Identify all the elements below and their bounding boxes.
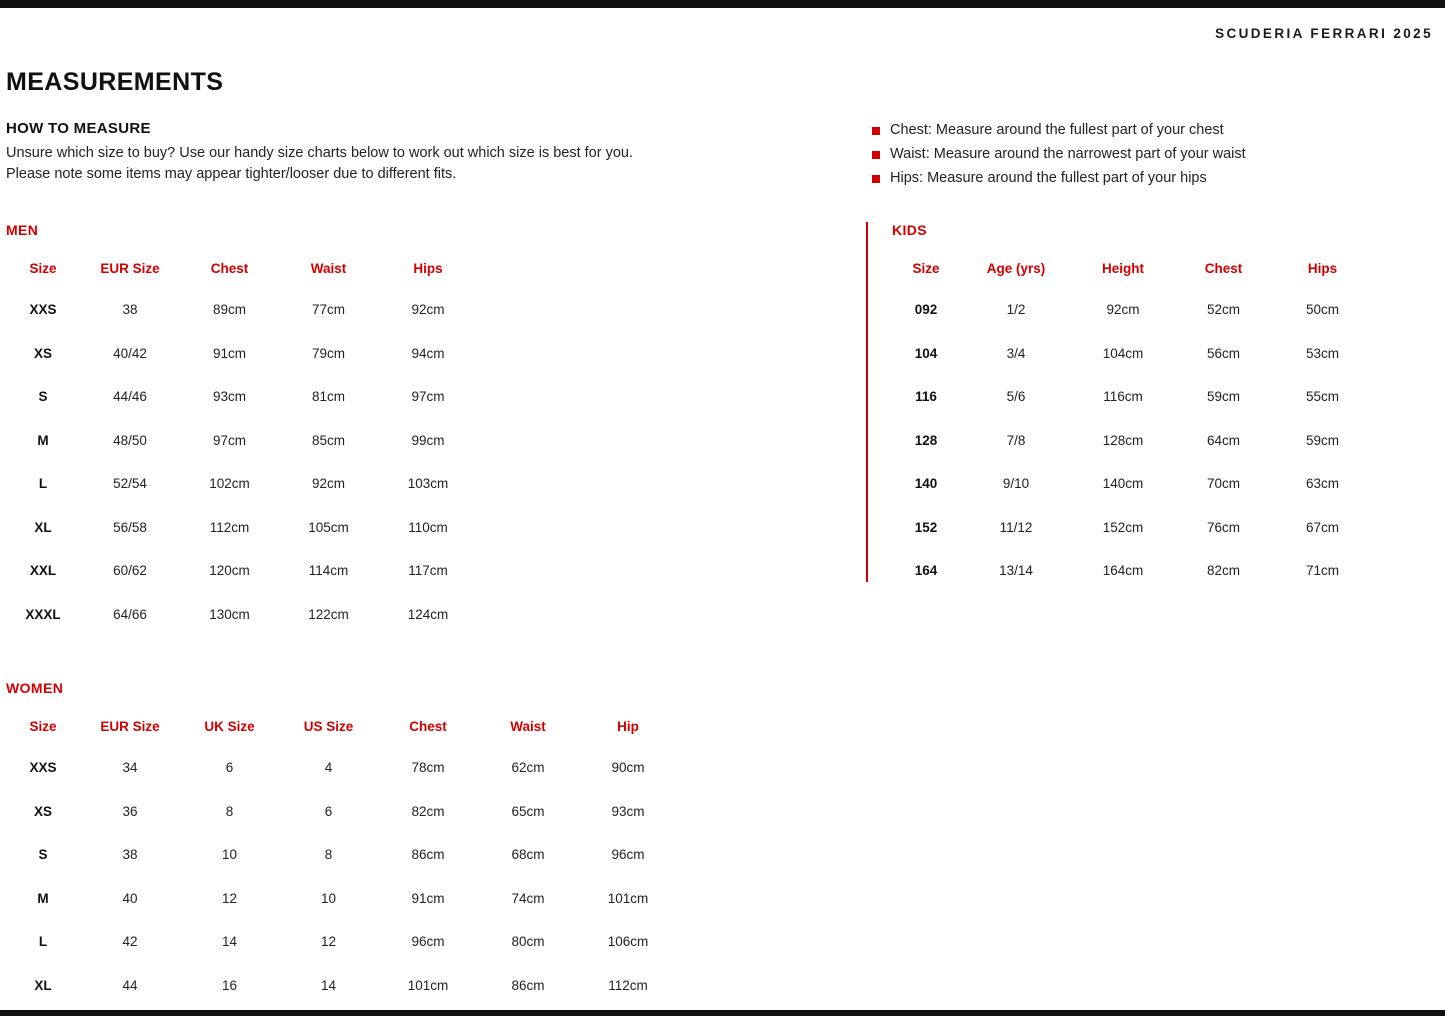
brand-label: SCUDERIA FERRARI 2025 xyxy=(1215,26,1433,41)
measurement-cell: 93cm xyxy=(212,389,246,405)
measurement-cell: 94cm xyxy=(411,345,445,361)
women-section-label: WOMEN xyxy=(6,680,64,696)
table-header-row xyxy=(6,248,478,288)
women-size-table xyxy=(6,706,678,1007)
measurement-cell: 36 xyxy=(122,803,138,819)
measurement-cell: 67cm xyxy=(1305,519,1339,535)
top-divider xyxy=(0,0,1445,8)
size-cell: XXL xyxy=(29,563,57,579)
bullet-text: Chest: Measure around the fullest part of your chest xyxy=(890,122,1224,138)
measurement-cell: 120cm xyxy=(209,563,250,579)
measurement-cell: 97cm xyxy=(212,432,246,448)
measurement-cell: 11/12 xyxy=(999,519,1033,535)
table-body xyxy=(6,746,678,1007)
measurement-cell: 44 xyxy=(122,977,138,993)
page-title: MEASUREMENTS xyxy=(6,68,224,96)
table-row xyxy=(6,375,478,419)
measurement-cell: 96cm xyxy=(611,847,645,863)
table-row xyxy=(892,288,1372,332)
measurement-cell: 44/46 xyxy=(113,389,147,405)
measurement-cell: 112cm xyxy=(608,977,648,993)
measurement-cell: 92cm xyxy=(411,302,445,318)
measurement-cell: 116cm xyxy=(1103,389,1143,405)
list-item xyxy=(872,121,1432,139)
table-row xyxy=(6,419,478,463)
measurement-cell: 4 xyxy=(324,760,333,776)
measurement-cell: 122cm xyxy=(308,606,349,622)
measurement-cell: 93cm xyxy=(611,803,645,819)
column-header: Hip xyxy=(617,718,639,734)
measurement-cell: 110cm xyxy=(408,519,448,535)
table-header xyxy=(6,248,478,288)
column-header: Size xyxy=(29,718,57,734)
measurement-cell: 103cm xyxy=(407,476,449,492)
kids-section-label: KIDS xyxy=(892,222,928,238)
measurement-cell: 130cm xyxy=(209,606,250,622)
table-body xyxy=(892,288,1372,593)
measurement-cell: 82cm xyxy=(411,803,445,819)
measurement-cell: 65cm xyxy=(511,803,545,819)
size-cell: M xyxy=(37,432,49,448)
measurement-cell: 5/6 xyxy=(1006,389,1026,405)
column-header: US Size xyxy=(303,718,354,734)
table-row xyxy=(6,746,678,790)
measurement-cell: 16 xyxy=(221,977,238,993)
measurement-cell: 63cm xyxy=(1305,476,1339,492)
measurement-cell: 96cm xyxy=(411,934,445,950)
measurement-cell: 40 xyxy=(122,890,138,906)
measurement-cell: 13/14 xyxy=(999,563,1033,579)
measurement-cell: 86cm xyxy=(511,977,545,993)
measurement-cell: 99cm xyxy=(411,432,445,448)
measurement-cell: 56/58 xyxy=(113,519,147,535)
size-cell: 128 xyxy=(914,432,938,448)
bullet-square-icon xyxy=(872,175,880,183)
measurement-cell: 34 xyxy=(122,760,138,776)
measurement-cell: 52/54 xyxy=(113,476,147,492)
measurement-cell: 7/8 xyxy=(1006,432,1026,448)
measurement-cell: 62cm xyxy=(511,760,545,776)
measurement-cell: 78cm xyxy=(411,760,445,776)
measurement-cell: 40/42 xyxy=(113,345,147,361)
measurement-cell: 10 xyxy=(320,890,337,906)
measurement-cell: 50cm xyxy=(1305,302,1339,318)
measurement-cell: 8 xyxy=(225,803,234,819)
measurement-cell: 90cm xyxy=(611,760,645,776)
table-row xyxy=(892,549,1372,593)
measurement-cell: 42 xyxy=(122,934,138,950)
measurement-cell: 68cm xyxy=(511,847,545,863)
measurement-cell: 152cm xyxy=(1102,519,1144,535)
table-row xyxy=(6,506,478,550)
measurement-cell: 59cm xyxy=(1206,389,1240,405)
measurement-cell: 124cm xyxy=(407,606,449,622)
table-row xyxy=(6,549,478,593)
column-header: UK Size xyxy=(204,718,255,734)
measurement-cell: 52cm xyxy=(1206,302,1240,318)
size-cell: XXS xyxy=(29,760,57,776)
measurement-cell: 89cm xyxy=(212,302,246,318)
size-cell: 104 xyxy=(914,345,938,361)
measurement-cell: 14 xyxy=(221,934,238,950)
column-header: Age (yrs) xyxy=(986,260,1046,276)
column-header: Hips xyxy=(1307,260,1338,276)
size-cell: 140 xyxy=(914,476,938,492)
measurement-cell: 106cm xyxy=(607,934,649,950)
column-header: Chest xyxy=(409,718,447,734)
column-header: Height xyxy=(1102,260,1144,276)
bullet-square-icon xyxy=(872,151,880,159)
table-row xyxy=(892,375,1372,419)
measurement-cell: 77cm xyxy=(311,302,345,318)
measurement-cell: 164cm xyxy=(1102,563,1144,579)
how-to-measure-body xyxy=(6,143,766,185)
measurement-cell: 117cm xyxy=(408,563,448,579)
table-row xyxy=(892,506,1372,550)
kids-size-table xyxy=(892,248,1372,593)
table-row xyxy=(892,462,1372,506)
column-header: Hips xyxy=(413,260,443,276)
measurement-cell: 56cm xyxy=(1206,345,1240,361)
bullet-text: Hips: Measure around the fullest part of your hips xyxy=(890,170,1207,186)
measurement-cell: 12 xyxy=(320,934,337,950)
measurement-cell: 59cm xyxy=(1305,432,1339,448)
table-row xyxy=(6,790,678,834)
table-row xyxy=(6,593,478,637)
measurement-cell: 10 xyxy=(221,847,238,863)
measurement-cell: 91cm xyxy=(212,345,246,361)
measurement-cell: 74cm xyxy=(511,890,545,906)
table-header-row xyxy=(6,706,678,746)
men-size-section xyxy=(6,222,478,636)
how-to-measure-heading: HOW TO MEASURE xyxy=(6,120,151,137)
table-header xyxy=(6,706,678,746)
measurement-cell: 97cm xyxy=(411,389,445,405)
list-item xyxy=(872,169,1432,187)
measurement-cell: 12 xyxy=(221,890,238,906)
table-row xyxy=(6,833,678,877)
table-header xyxy=(892,248,1372,288)
size-cell: S xyxy=(38,847,48,863)
how-to-measure-line-1: Unsure which size to buy? Use our handy size charts below to work out which size is best for you. xyxy=(6,145,634,161)
measurement-cell: 55cm xyxy=(1305,389,1339,405)
measurement-cell: 38 xyxy=(122,847,138,863)
column-header: Chest xyxy=(210,260,249,276)
size-cell: XXS xyxy=(29,302,57,318)
column-header: Waist xyxy=(310,260,347,276)
measurement-cell: 6 xyxy=(225,760,234,776)
table-row xyxy=(892,419,1372,463)
measurement-cell: 92cm xyxy=(1106,302,1140,318)
bullet-text: Waist: Measure around the narrowest part of your waist xyxy=(890,146,1246,162)
measurement-cell: 128cm xyxy=(1102,432,1144,448)
column-header: Chest xyxy=(1204,260,1243,276)
table-row xyxy=(6,964,678,1008)
measurement-cell: 79cm xyxy=(311,345,345,361)
table-row xyxy=(892,332,1372,376)
measurement-cell: 38 xyxy=(122,302,138,318)
measurement-cell: 8 xyxy=(324,847,333,863)
men-section-label: MEN xyxy=(6,222,39,238)
measurement-cell: 6 xyxy=(324,803,333,819)
table-row xyxy=(6,288,478,332)
size-cell: XL xyxy=(34,977,52,993)
measurement-cell: 92cm xyxy=(311,476,345,492)
bullet-square-icon xyxy=(872,127,880,135)
measurement-cell: 102cm xyxy=(209,476,250,492)
measurement-cell: 105cm xyxy=(308,519,349,535)
measurement-cell: 104cm xyxy=(1102,345,1144,361)
measurement-cell: 70cm xyxy=(1206,476,1240,492)
table-row xyxy=(6,877,678,921)
measurement-cell: 80cm xyxy=(511,934,545,950)
column-header: Size xyxy=(29,260,57,276)
measurement-cell: 14 xyxy=(320,977,337,993)
women-size-section xyxy=(6,680,678,1007)
measurement-cell: 85cm xyxy=(311,432,345,448)
measurement-cell: 86cm xyxy=(411,847,445,863)
measurement-cell: 101cm xyxy=(607,890,649,906)
measurement-cell: 48/50 xyxy=(113,432,147,448)
bottom-divider xyxy=(0,1010,1445,1016)
size-cell: 116 xyxy=(915,389,937,405)
how-to-measure-line-2: Please note some items may appear tighter/looser due to different fits. xyxy=(6,166,457,182)
size-cell: 092 xyxy=(914,302,938,318)
measurement-cell: 101cm xyxy=(407,977,449,993)
size-cell: L xyxy=(38,476,48,492)
table-row xyxy=(6,462,478,506)
measurement-cell: 60/62 xyxy=(113,563,147,579)
column-header: Waist xyxy=(510,718,546,734)
list-item xyxy=(872,145,1432,163)
measurement-cell: 140cm xyxy=(1102,476,1144,492)
size-cell: XL xyxy=(34,519,52,535)
table-row xyxy=(6,920,678,964)
measurement-cell: 82cm xyxy=(1206,563,1240,579)
size-cell: S xyxy=(38,389,48,405)
measure-bullets xyxy=(872,121,1432,193)
measurement-cell: 53cm xyxy=(1305,345,1339,361)
table-row xyxy=(6,332,478,376)
measurement-cell: 9/10 xyxy=(1002,476,1030,492)
column-header: EUR Size xyxy=(100,718,160,734)
measurement-cell: 3/4 xyxy=(1006,345,1026,361)
measurement-cell: 91cm xyxy=(411,890,445,906)
size-cell: XS xyxy=(33,803,52,819)
measurement-cell: 112cm xyxy=(209,519,250,535)
measurement-cell: 64cm xyxy=(1206,432,1240,448)
measurement-cell: 81cm xyxy=(311,389,345,405)
column-header: Size xyxy=(912,260,940,276)
size-cell: 152 xyxy=(914,519,938,535)
measurement-cell: 1/2 xyxy=(1006,302,1026,318)
table-header-row xyxy=(892,248,1372,288)
measurement-cell: 114cm xyxy=(308,563,349,579)
table-body xyxy=(6,288,478,636)
column-header: EUR Size xyxy=(100,260,160,276)
size-cell: XS xyxy=(33,345,52,361)
size-cell: 164 xyxy=(914,563,938,579)
men-size-table xyxy=(6,248,478,636)
size-cell: M xyxy=(37,890,49,906)
measurement-cell: 71cm xyxy=(1305,563,1339,579)
size-cell: L xyxy=(38,934,48,950)
size-cell: XXXL xyxy=(25,606,61,622)
measurement-cell: 64/66 xyxy=(113,606,147,622)
measurement-cell: 76cm xyxy=(1206,519,1240,535)
kids-size-section xyxy=(866,222,1372,582)
